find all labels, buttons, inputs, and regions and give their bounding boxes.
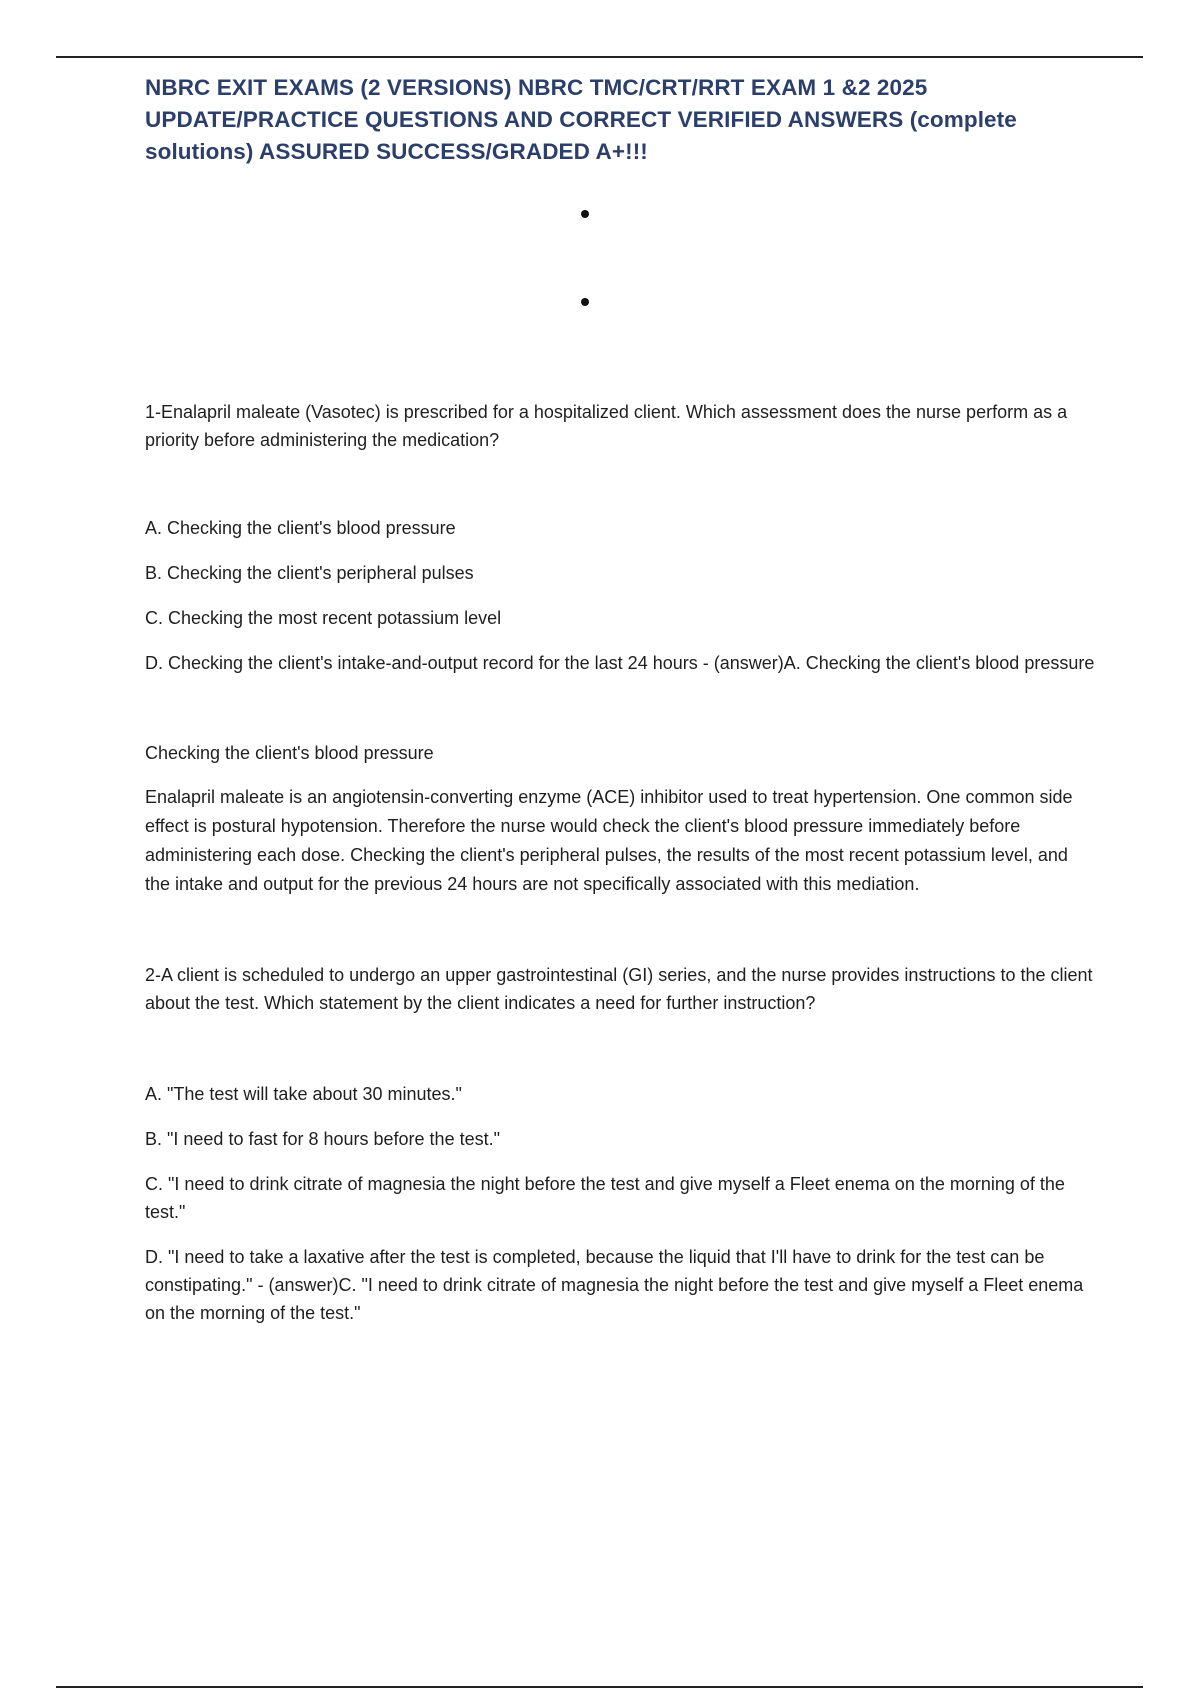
document-title: NBRC EXIT EXAMS (2 VERSIONS) NBRC TMC/CRT/RRT EXAM 1 &2 2025 UPDATE/PRACTICE QUESTIONS AND CORRECT VERIFIED ANSWERS (complete solutions) ASSURED SUCCESS/GRADED A+!!! <box>145 75 1017 164</box>
bullet-point <box>581 298 589 306</box>
question-1-explanation: Enalapril maleate is an angiotensin-converting enzyme (ACE) inhibitor used to treat hypertension. One common side effect is postural hypotension. Therefore the nurse would check the client's blood pressure immediately before administering each dose. Checking the client's peripheral pulses, the results of the most recent potassium level, and the intake and output for the previous 24 hours are not specifically associated with this mediation. <box>145 787 1073 894</box>
question-2-options <box>145 1080 1095 1327</box>
question-1-options <box>145 514 1095 677</box>
question-1-answer-title: Checking the client's blood pressure <box>145 743 434 763</box>
question-1-option-c: C. Checking the most recent potassium level <box>145 608 502 628</box>
question-2-text: 2-A client is scheduled to undergo an upper gastrointestinal (GI) series, and the nurse provides instructions to the client about the test. Which statement by the client indicates a need for further instruction? <box>145 965 1093 1013</box>
question-1-option-a: A. Checking the client's blood pressure <box>145 518 456 538</box>
question-2-option-d: D. "I need to take a laxative after the test is completed, because the liquid that I'll have to drink for the test can be constipating." - (answer)C. "I need to drink citrate of magnesia the night before the test and give myself a Fleet enema on the morning of the test." <box>145 1247 1084 1323</box>
question-2-option-c: C. "I need to drink citrate of magnesia the night before the test and give myself a Fleet enema on the morning of the test." <box>145 1174 1065 1222</box>
question-1-text: 1-Enalapril maleate (Vasotec) is prescribed for a hospitalized client. Which assessment does the nurse perform as a priority before administering the medication? <box>145 402 1068 450</box>
bullet-point <box>581 210 589 218</box>
question-2-option-b: B. "I need to fast for 8 hours before the test." <box>145 1129 500 1149</box>
bottom-divider <box>56 1686 1143 1688</box>
document-page <box>145 72 1095 1327</box>
question-2-option-a: A. "The test will take about 30 minutes." <box>145 1084 462 1104</box>
question-2 <box>145 961 1095 1327</box>
top-divider <box>56 56 1143 58</box>
question-1 <box>145 398 1095 899</box>
question-1-option-d: D. Checking the client's intake-and-output record for the last 24 hours - (answer)A. Checking the client's blood pressure <box>145 653 1095 673</box>
bullet-list <box>145 168 1095 398</box>
question-1-option-b: B. Checking the client's peripheral pulses <box>145 563 474 583</box>
